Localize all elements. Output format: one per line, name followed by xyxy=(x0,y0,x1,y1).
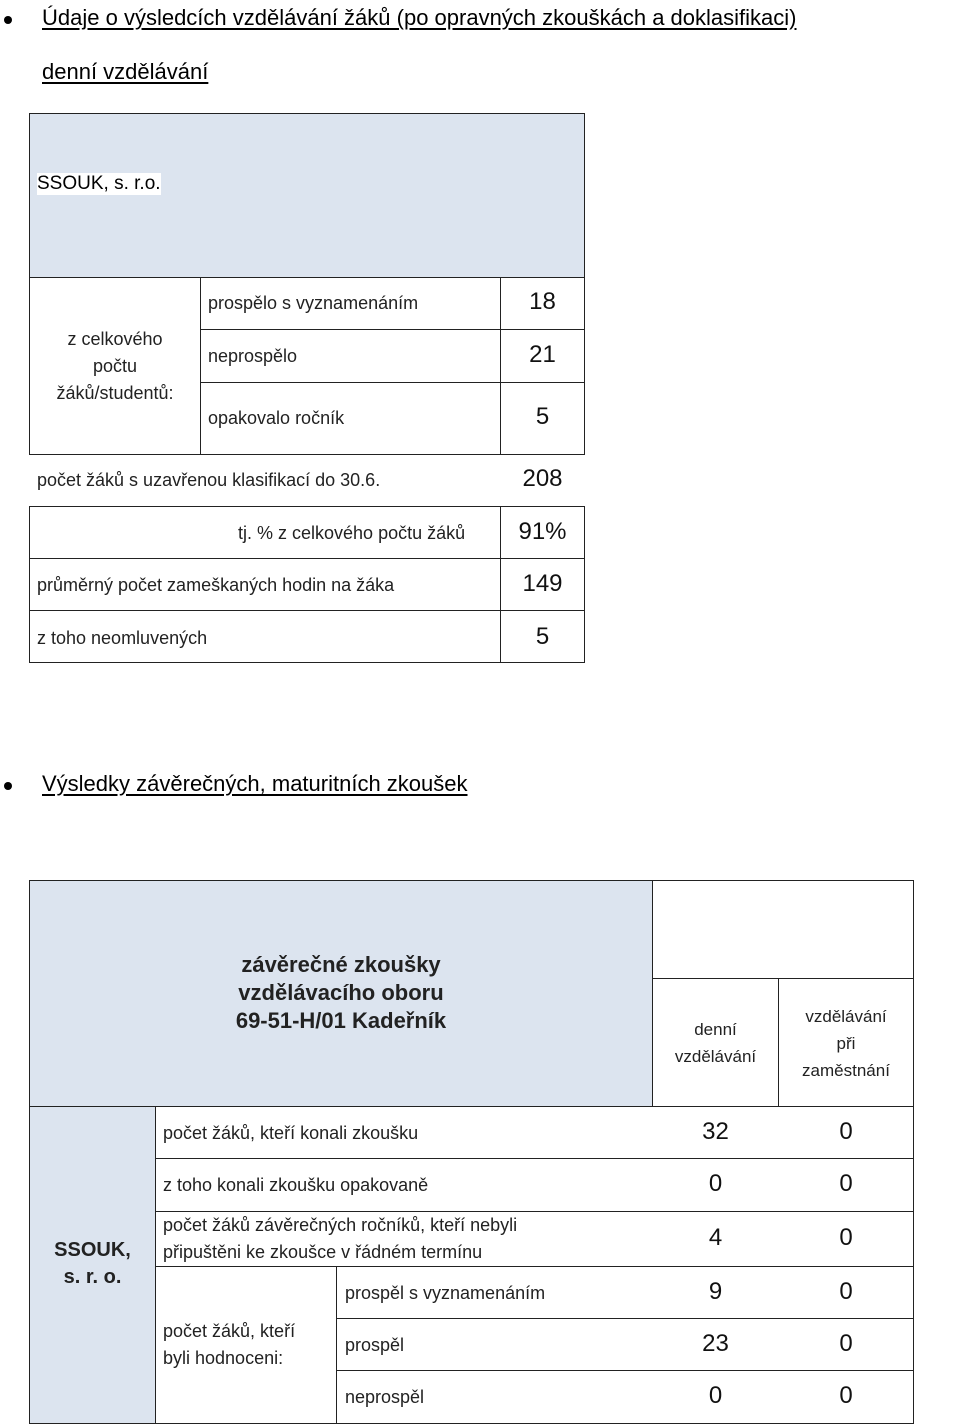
col-day-label: vzdělávání xyxy=(674,1047,757,1066)
closed-value: 208 xyxy=(522,465,563,492)
exam-row-label: počet žáků závěrečných ročníků, kteří nebyli xyxy=(163,1215,518,1235)
exam-row-label: počet žáků, kteří konali zkoušku xyxy=(163,1123,419,1143)
evaluated-row-day: 9 xyxy=(708,1278,723,1305)
evaluated-row-work: 0 xyxy=(839,1330,853,1357)
group-label-line: počtu xyxy=(92,356,138,376)
section1-heading: Údaje o výsledcích vzdělávání žáků (po opravných zkouškách a doklasifikaci) xyxy=(42,5,797,30)
exam-school-name: SSOUK, xyxy=(54,1239,131,1261)
evaluated-row-day: 23 xyxy=(702,1330,729,1357)
exam-row-label: připuštěni ke zkoušce v řádném termínu xyxy=(163,1242,483,1262)
percent-value: 91% xyxy=(518,518,567,545)
evaluated-row-work: 0 xyxy=(839,1382,853,1409)
exam-row-work: 0 xyxy=(839,1118,853,1145)
row-value: 5 xyxy=(535,403,550,430)
exam-title-line: závěrečné zkoušky xyxy=(241,952,441,977)
unexcused-value: 5 xyxy=(535,623,550,650)
unexcused-label: z toho neomluvených xyxy=(37,628,208,648)
col-work-label: při xyxy=(836,1034,856,1053)
exam-row-day: 0 xyxy=(708,1170,723,1197)
row-value: 21 xyxy=(529,341,556,368)
school-header-cell xyxy=(29,113,585,278)
bullet xyxy=(4,782,12,790)
col-day-label: denní xyxy=(694,1020,737,1039)
exam-row-label: z toho konali zkoušku opakovaně xyxy=(163,1175,429,1195)
exam-row-day: 32 xyxy=(702,1118,729,1145)
row-label: opakovalo ročník xyxy=(208,408,345,428)
evaluated-row-label: neprospěl xyxy=(345,1387,425,1407)
exam-school-name: s. r. o. xyxy=(63,1266,122,1288)
evaluated-row-work: 0 xyxy=(839,1278,853,1305)
group-label-line: z celkového xyxy=(67,329,163,349)
group-label-line: žáků/studentů: xyxy=(56,383,174,403)
evaluated-label: byli hodnoceni: xyxy=(163,1348,284,1368)
exam-row-day: 4 xyxy=(708,1224,723,1251)
section1-subheading: denní vzdělávání xyxy=(42,59,209,84)
evaluated-label: počet žáků, kteří xyxy=(163,1321,296,1341)
percent-label: tj. % z celkového počtu žáků xyxy=(238,523,466,543)
closed-label: počet žáků s uzavřenou klasifikací do 30.6. xyxy=(37,470,381,490)
row-label: neprospělo xyxy=(208,346,298,366)
col-work-label: vzdělávání xyxy=(805,1007,887,1026)
exam-row-work: 0 xyxy=(839,1170,853,1197)
section2-heading: Výsledky závěrečných, maturitních zkoušek xyxy=(42,771,468,796)
absence-label: průměrný počet zameškaných hodin na žáka xyxy=(37,575,395,595)
absence-value: 149 xyxy=(522,570,563,597)
school-name: SSOUK, s. r.o. xyxy=(37,173,161,194)
col-work-label: zaměstnání xyxy=(802,1061,890,1080)
exam-title-line: 69-51-H/01 Kadeřník xyxy=(235,1008,447,1033)
exam-row-work: 0 xyxy=(839,1224,853,1251)
evaluated-row-label: prospěl xyxy=(345,1335,405,1355)
exam-title-line: vzdělávacího oboru xyxy=(238,980,444,1005)
bullet xyxy=(4,16,12,24)
evaluated-row-label: prospěl s vyznamenáním xyxy=(345,1283,546,1303)
row-label: prospělo s vyznamenáním xyxy=(208,293,419,313)
evaluated-row-day: 0 xyxy=(708,1382,723,1409)
row-value: 18 xyxy=(529,288,556,315)
